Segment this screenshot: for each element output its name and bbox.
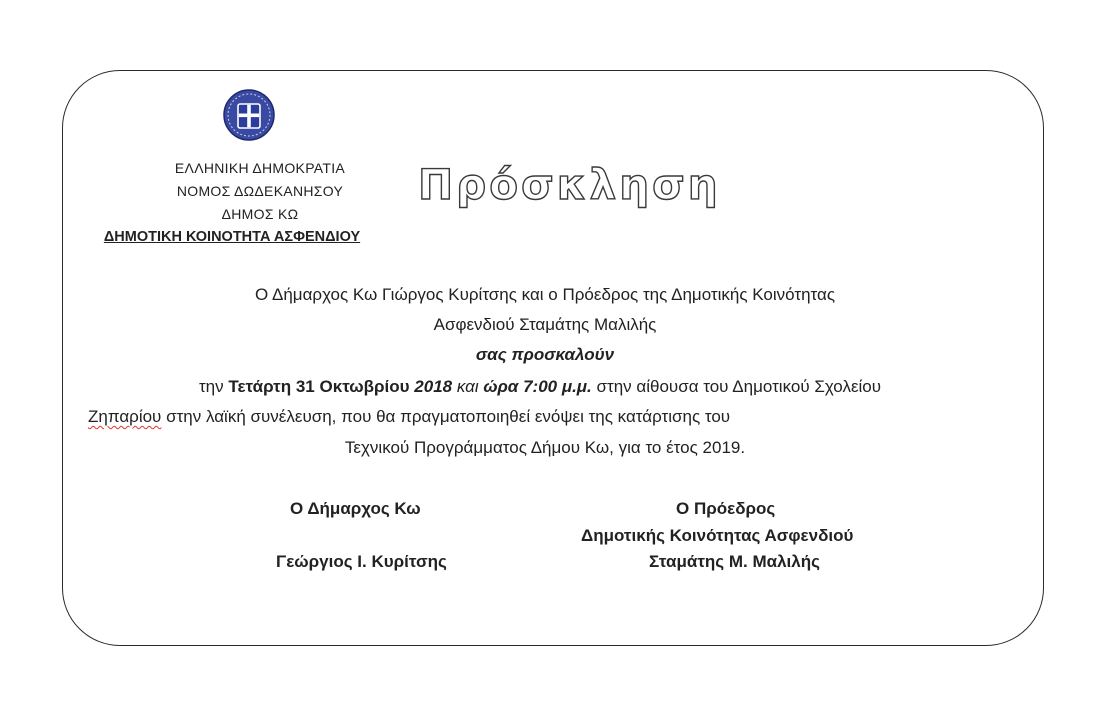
body-line-5-text: στην λαϊκή συνέλευση, που θα πραγματοποιηθεί ενόψει της κατάρτισης του <box>161 407 731 426</box>
mayor-title: Ο Δήμαρχος Κω <box>290 499 421 518</box>
body-line-6: Τεχνικού Προγράμματος Δήμου Κω, για το έτος 2019. <box>344 438 746 457</box>
body-line-3: σας προσκαλούν <box>475 345 615 364</box>
meeting-year: 2018 <box>414 377 457 396</box>
body-line-4-and: και <box>456 377 484 396</box>
body-line-4 <box>0 377 1080 397</box>
header-prefecture: ΝΟΜΟΣ ΔΩΔΕΚΑΝΗΣΟΥ <box>176 183 344 199</box>
president-name: Σταμάτης Μ. Μαλιλής <box>649 552 820 571</box>
president-community: Δημοτικής Κοινότητας Ασφενδιού <box>581 526 854 545</box>
village-name: Ζηπαρίου <box>88 407 162 426</box>
meeting-venue: στην αίθουσα του Δημοτικού Σχολείου <box>591 377 882 396</box>
invitation-title: Πρόσκληση <box>418 160 721 209</box>
mayor-name: Γεώργιος Ι. Κυρίτσης <box>276 552 447 571</box>
body-line-5 <box>88 407 730 427</box>
meeting-time: ώρα 7:00 μ.μ. <box>483 377 592 396</box>
header-community: ΔΗΜΟΤΙΚΗ ΚΟΙΝΟΤΗΤΑ ΑΣΦΕΝΔΙΟΥ <box>103 229 361 245</box>
body-line-1: Ο Δήμαρχος Κω Γιώργος Κυρίτσης και ο Πρόεδρος της Δημοτικής Κοινότητας <box>254 285 836 304</box>
header-republic: ΕΛΛΗΝΙΚΗ ΔΗΜΟΚΡΑΤΙΑ <box>174 160 346 176</box>
greek-state-emblem-icon <box>222 88 276 142</box>
meeting-date: Τετάρτη 31 Οκτωβρίου <box>228 377 415 396</box>
body-line-4-intro: την <box>198 377 229 396</box>
president-title: Ο Πρόεδρος <box>676 499 776 518</box>
header-municipality: ΔΗΜΟΣ ΚΩ <box>221 206 299 222</box>
body-line-2: Ασφενδιού Σταμάτης Μαλιλής <box>433 315 657 334</box>
